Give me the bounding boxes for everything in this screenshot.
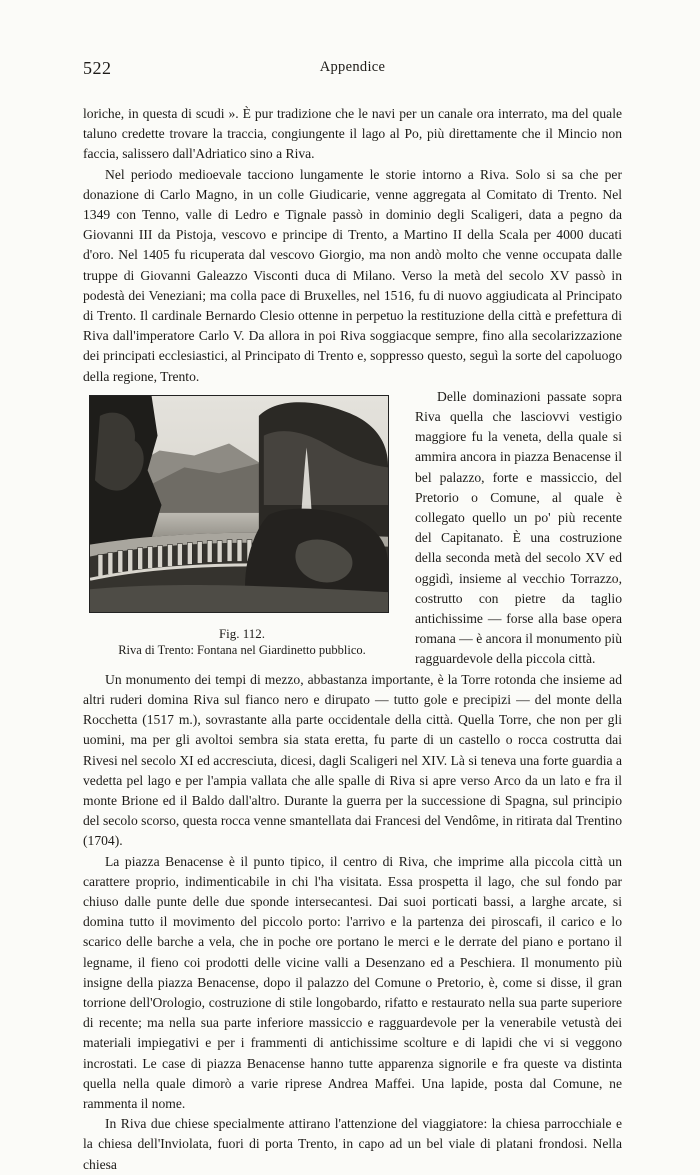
paragraph-churches: In Riva due chiese specialmente attirano l'attenzione del viaggiatore: la chiesa parrocchiale e la chiesa dell'Inviolata, fuori di porta Trento, in capo ad un bel viale di platani frondosi. Nella chiesa [83, 1116, 622, 1172]
paragraph-torre-rotonda: Un monumento dei tempi di mezzo, abbastanza importante, è la Torre rotonda che insieme ad altri ruderi domina Riva sul fianco nero e dirupato — tutto gole e precipizi — del monte della Rocchetta (1517 m.), sovrastante alla parte occidentale della città. Quella Torre, che non per gli uomini, ma per gli avoltoi sembra sia stata eretta, fu parte di un castello o rocca costrutta dai Rivesi nel secolo XI ed accresciuta, dicesi, dagli Scaligeri nel XIV. Là si teneva una forte guardia a vedetta pel lago e per l'ampia vallata che alle spalle di Riva si apre verso Arco da un lato e fra il monte Brione ed il Baldo dall'altro. Durante la guerra per la successione di Spagna, sul principio del secolo scorso, questa rocca venne smantellata dai Francesi del Vendôme, in ritirata dal Trentino (1704). [83, 671, 622, 849]
paragraph-piazza-benacense: La piazza Benacense è il punto tipico, il centro di Riva, che imprime alla piccola città un carattere proprio, indimenticabile in chi l'ha visitata. Essa prospetta il lago, che sul fondo par chiuso dalle punte delle due sponde intersecantesi. Dai suoi porticati bassi, a larghe arcate, si domina tutto il movimento del piccolo porto: l'arrivo e la partenza dei piroscafi, il carico e lo scarico delle barche a vela, che in poche ore portano le merci e le derrate del piano e portano il legname, il fieno coi prodotti delle vicine valli a Desenzano ed a Peschiera. Il monumento più insigne della piazza Benacense, dopo il palazzo del Comune o Pretorio, è, come si disse, il gran torrione dell'Orologio, costruzione di stile longobardo, rifatto e restaurato nella sua parte superiore di recente; ma nella sua parte inferiore massiccio e ragguardevole per la venerabile vetustà dei materiali impiegativi e per i frammenti di antichissime scolture e di lapidi che vi si veggono incrostati. Le case di piazza Benacense hanno tutte apparenza signorile e fra queste va distinta quella nella quale dimorò a varie riprese Andrea Maffei. Una lapide, posta dal Comune, ne rammenta il nome. [83, 853, 622, 1111]
figure-caption: Riva di Trento: Fontana nel Giardinetto pubblico. [118, 642, 366, 657]
running-head: Appendice [319, 59, 386, 75]
text-body [83, 104, 622, 1175]
paragraph-continuation: loriche, in questa di scudi ». È pur tradizione che le navi per un canale ora interrato, ma del quale taluno credette trovare la traccia, congiungente il lago al Po, più direttamente che il Mincio non faccia, salissero dall'Adriatico sino a Riva. [83, 106, 622, 162]
page-number: 522 [83, 58, 112, 78]
figure-number: Fig. 112. [218, 625, 266, 641]
figure-engraving [89, 395, 389, 613]
page-header [83, 58, 622, 80]
paragraph-medieval-history: Nel periodo medioevale tacciono lungamente le storie intorno a Riva. Solo si sa che per donazione di Carlo Magno, in un colle Giudicarie, venne aggregata al Comitato di Trento. Nel 1349 con Tenno, valle di Ledro e Tignale passò in dominio degli Scaligeri, data a pegno da Giovanni III da Pistoja, vescovo e principe di Trento, a Martino II della Scala per 4000 ducati d'oro. Nel 1405 fu ricuperata dal vescovo Giorgio, ma non andò molto che venne occupata dalle truppe di Giovanni Galeazzo Visconti duca di Milano. Verso la metà del secolo XV passò in podestà dei Veneziani; ma colla pace di Bruxelles, nel 1516, fu di nuovo aggiudicata al Principato di Trento. Il cardinale Bernardo Clesio ottenne in perpetuo la restituzione della città e prefettura di Riva dall'imperatore Carlo V. Da allora in poi Riva soggiacque sempre, fino alla secolarizzazione dei principati ecclesiastici, al Principato di Trento e, soppresso questo, seguì la sorte del capoluogo della regione, Trento. [83, 166, 622, 384]
paragraph-venetian-rule: Delle dominazioni passate sopra Riva quella che lasciovvi vestigio maggiore fu la veneta, della quale si ammira ancora in piazza Benacense il bel palazzo, forte e massiccio, del Pretorio o Comune, al quale è collegato quello un po' più recente del Capitanato. È una costruzione della seconda metà del secolo XV ed oggidì, insieme al vecchio Torrazzo, costrutto con pietre da taglio antichissime — forse alla base opera romana — è ancora il monumento più ragguardevole della piccola città. [415, 388, 622, 667]
figure [83, 395, 401, 659]
